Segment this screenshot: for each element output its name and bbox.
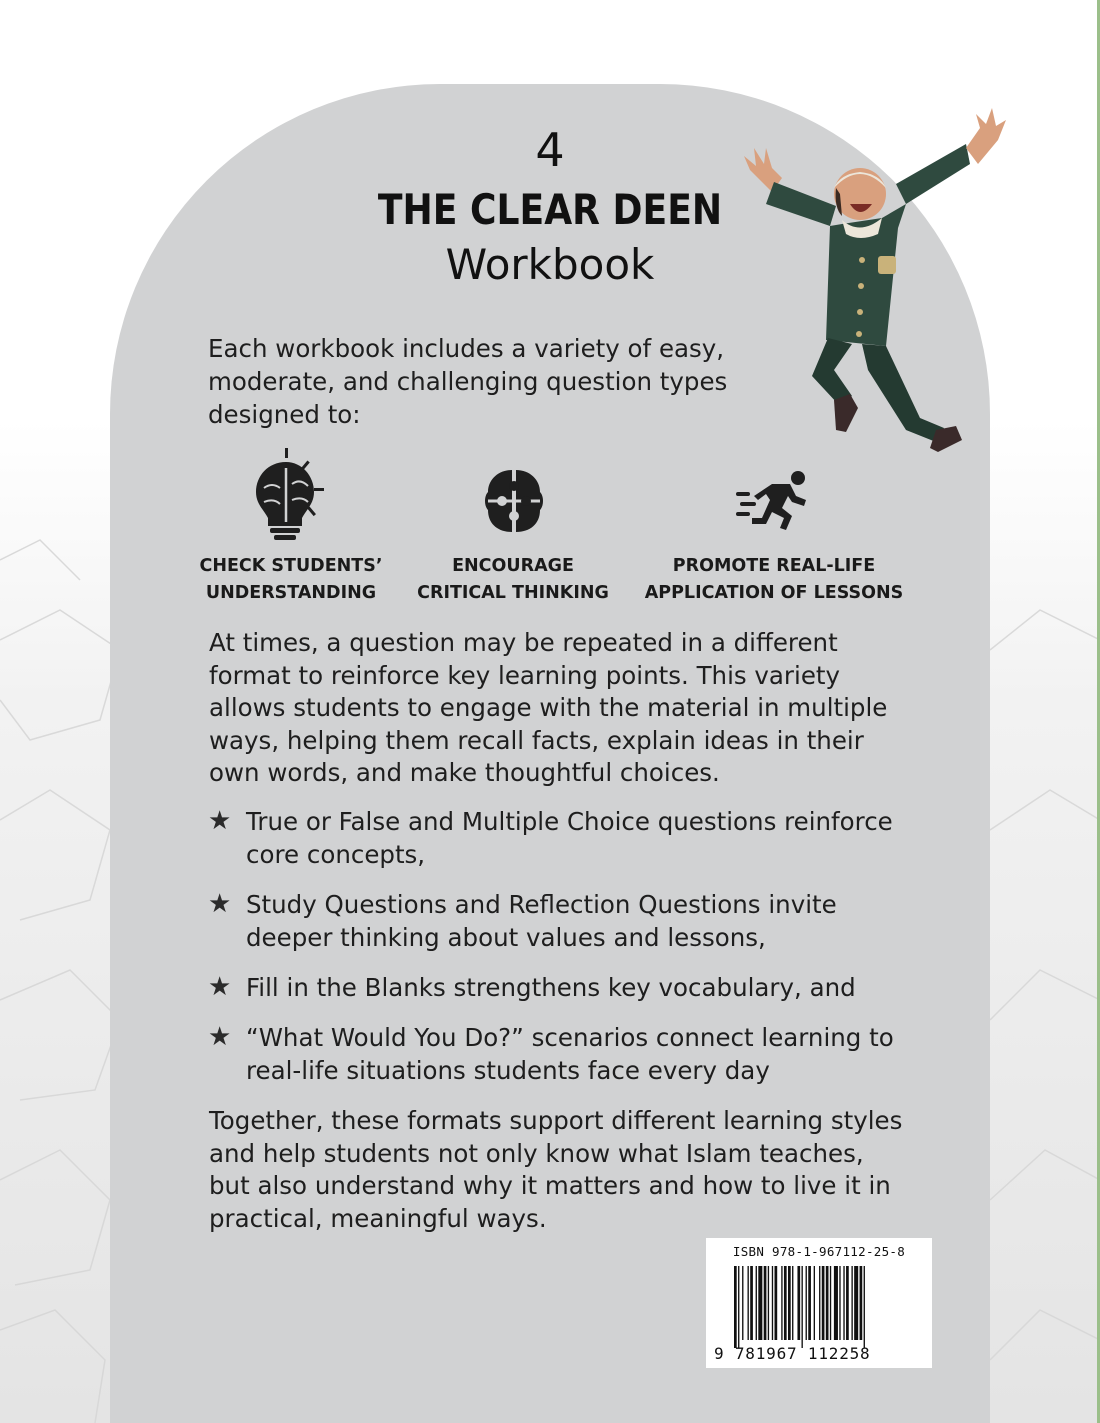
bullet-text: “What Would You Do?” scenarios connect learning to real-life situations students face every day [246, 1023, 894, 1085]
barcode-bar [750, 1266, 753, 1340]
feature-label-line: PROMOTE REAL-LIFE [672, 556, 876, 576]
barcode-bar [734, 1266, 737, 1348]
barcode-bar [826, 1266, 829, 1340]
barcode-bar [784, 1266, 787, 1340]
barcode-bar [864, 1266, 865, 1348]
barcode-bar [839, 1266, 840, 1340]
feature-label-check-understanding [176, 553, 406, 607]
barcode-bar [822, 1266, 825, 1340]
paragraph-variety: At times, a question may be repeated in a different format to reinforce key learning points. This variety allows students to engage with the material in multiple ways, helping them recall facts, explain ideas in their own words, and make thoughtful choices. [209, 628, 888, 787]
feature-label-line: CRITICAL THINKING [417, 583, 609, 603]
bullet-text: True or False and Multiple Choice questions reinforce core concepts, [246, 807, 893, 869]
barcode-bar [738, 1266, 739, 1348]
barcode-bar [758, 1266, 762, 1340]
feature-label-real-life-application [640, 553, 908, 607]
feature-label-line: UNDERSTANDING [205, 583, 377, 603]
barcode-digits: 9 781967 112258 [714, 1344, 871, 1363]
feature-label-line: CHECK STUDENTS’ [199, 556, 383, 576]
barcode-bar [788, 1266, 791, 1340]
feature-label-critical-thinking [404, 553, 622, 607]
barcode-bar [843, 1266, 844, 1340]
bullet-text: Study Questions and Reflection Questions invite deeper thinking about values and lessons, [246, 890, 837, 952]
barcode-bar [851, 1266, 852, 1340]
barcode-bar [768, 1266, 769, 1340]
star-icon: ★ [208, 1022, 232, 1052]
star-icon: ★ [208, 972, 232, 1002]
lightbulb-brain-icon [252, 448, 326, 542]
volume-number: 4 [535, 123, 565, 177]
barcode-bar [808, 1266, 811, 1340]
barcode-bar [802, 1266, 803, 1348]
barcode-bar [797, 1266, 800, 1340]
barcode-bar [756, 1266, 757, 1340]
barcode-bar [806, 1266, 807, 1340]
bullet-item [208, 972, 898, 1005]
star-icon: ★ [208, 806, 232, 836]
feature-label-line: ENCOURAGE [452, 556, 574, 576]
intro-text: Each workbook includes a variety of easy, moderate, and challenging question types designed to: [208, 334, 728, 429]
barcode-bar [819, 1266, 820, 1340]
barcode-bar [775, 1266, 778, 1340]
barcode-bar [830, 1266, 831, 1340]
barcode-bar [814, 1266, 815, 1340]
jumping-boy-illustration [730, 108, 1010, 468]
star-icon: ★ [208, 889, 232, 919]
barcode-bar [772, 1266, 773, 1340]
barcode-bar [748, 1266, 749, 1340]
barcode-bar [846, 1266, 849, 1340]
barcode-image [734, 1266, 908, 1348]
barcode-bar [860, 1266, 863, 1340]
book-title: THE CLEAR DEEN [377, 185, 723, 234]
barcode-bar [834, 1266, 838, 1340]
barcode-bar [764, 1266, 767, 1340]
bullet-item [208, 1022, 898, 1087]
book-subtitle: Workbook [445, 240, 655, 289]
bullet-item [208, 806, 898, 871]
isbn-label: ISBN 978-1-967112-25-8 [732, 1244, 906, 1259]
puzzle-brain-icon [484, 468, 544, 534]
paragraph-conclusion: Together, these formats support different learning styles and help students not only know what Islam teaches, but also understand why it matters and how to live it in practical, meaningful ways. [209, 1106, 903, 1233]
barcode-bar [781, 1266, 782, 1340]
feature-label-line: APPLICATION OF LESSONS [644, 583, 904, 603]
isbn-barcode-box [706, 1238, 932, 1368]
barcode-bar [792, 1266, 793, 1340]
running-person-icon [736, 470, 812, 532]
barcode-bar [742, 1266, 743, 1340]
barcode-bar [854, 1266, 858, 1340]
bullet-item [208, 889, 898, 954]
bullet-text: Fill in the Blanks strengthens key vocabulary, and [246, 973, 856, 1002]
